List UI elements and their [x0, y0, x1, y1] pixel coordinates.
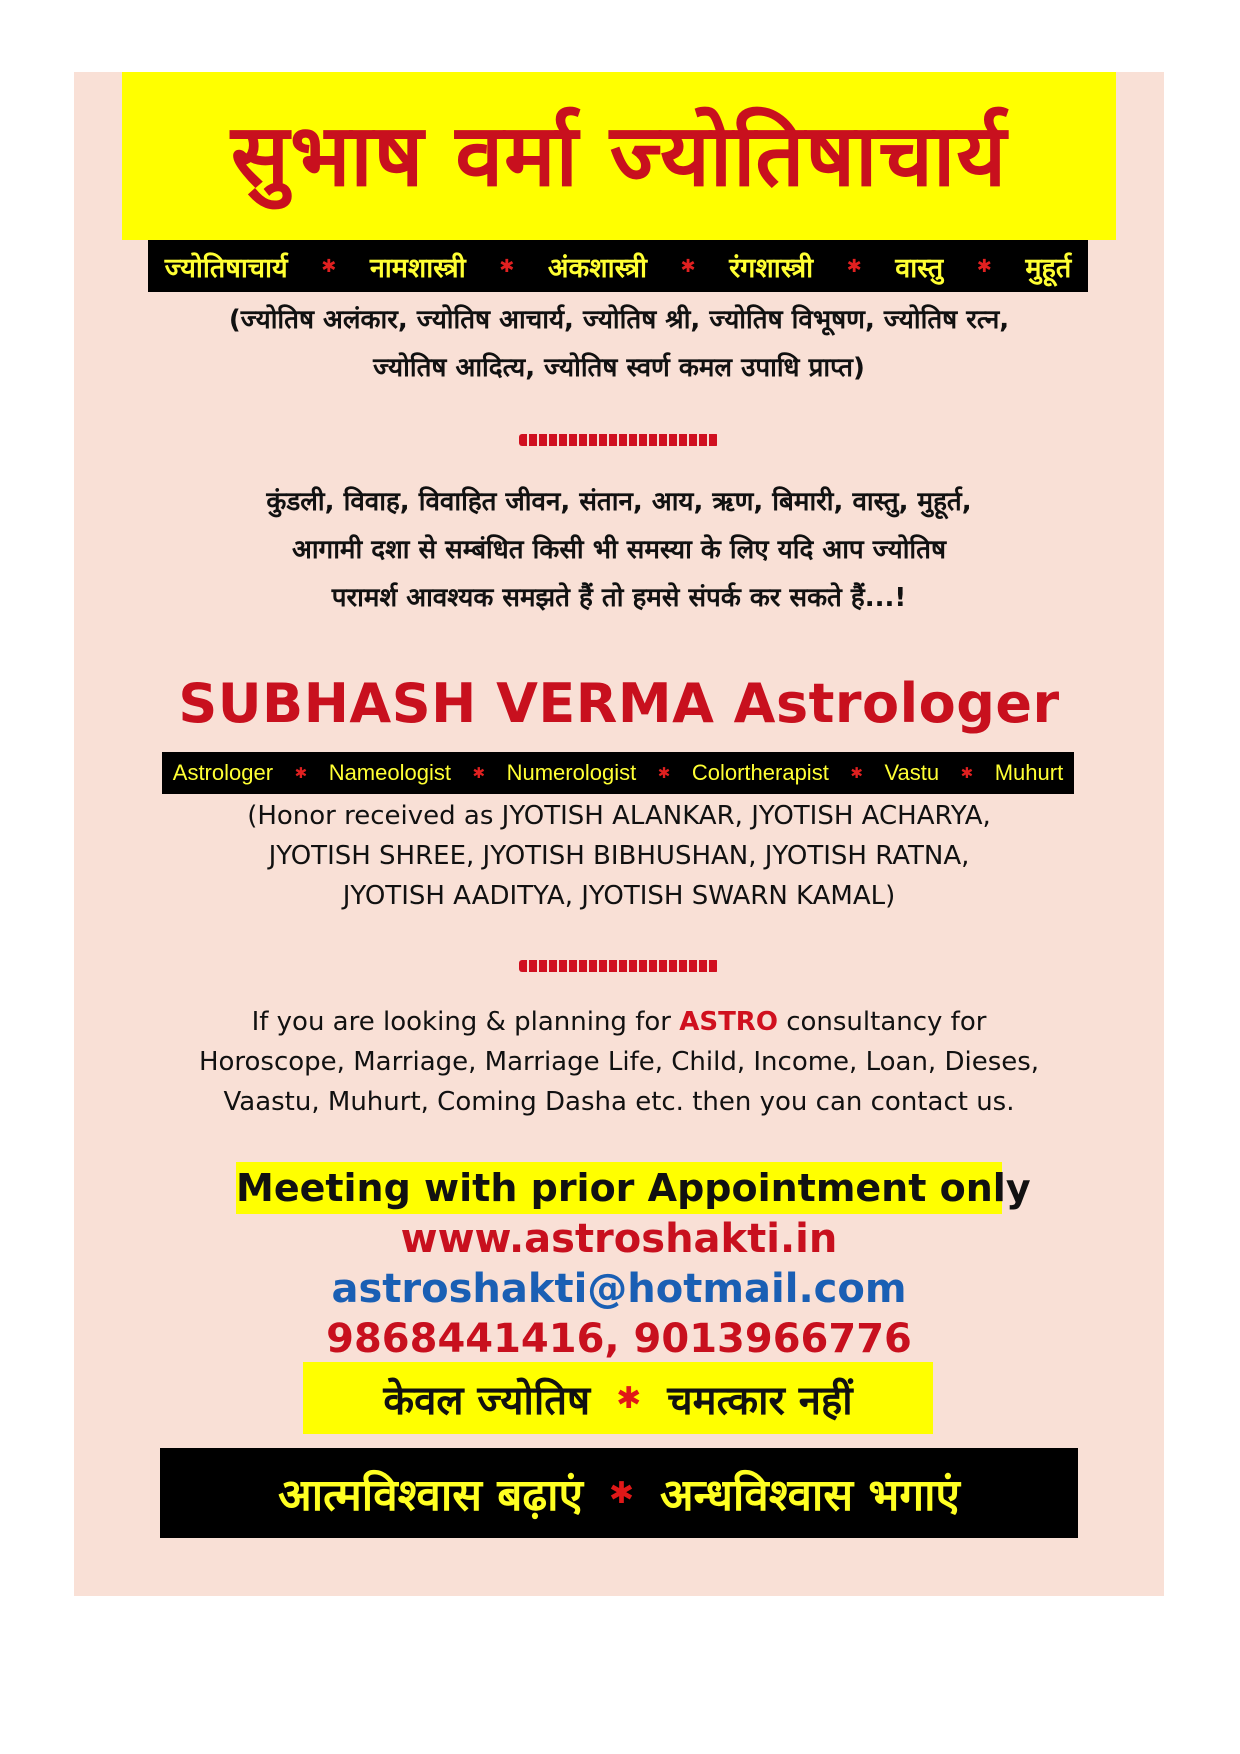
- english-service-item: Muhurt: [994, 760, 1064, 785]
- slogan-text: अन्धविश्वास भगाएं: [660, 1470, 960, 1521]
- english-honors-line-1: (Honor received as JYOTISH ALANKAR, JYOTISH ACHARYA,: [247, 801, 991, 831]
- separator-star-icon: ✱: [608, 1475, 635, 1511]
- separator-star-icon: ✱: [846, 255, 862, 277]
- hindi-services-bar: [148, 240, 1088, 292]
- hindi-service-item: नामशास्त्री: [369, 252, 466, 284]
- slogan-text: केवल ज्योतिष: [383, 1377, 591, 1424]
- decorative-star-divider: [519, 960, 719, 972]
- english-services-bar: [162, 752, 1074, 794]
- english-service-item: Nameologist: [328, 760, 451, 785]
- english-para-text: If you are looking & planning for: [251, 1007, 680, 1037]
- english-service-item: Colortherapist: [691, 760, 829, 785]
- decorative-star-divider: [519, 434, 719, 446]
- hindi-service-item: मुहूर्त: [1025, 252, 1072, 284]
- hindi-service-item: ज्योतिषाचार्य: [164, 252, 288, 284]
- separator-star-icon: ✱: [680, 255, 696, 277]
- hindi-para-line-1: कुंडली, विवाह, विवाहित जीवन, संतान, आय, ऋण, बिमारी, वास्तु, मुहूर्त,: [266, 487, 972, 517]
- english-service-item: Numerologist: [506, 760, 637, 785]
- english-honors-line-2: JYOTISH SHREE, JYOTISH BIBHUSHAN, JYOTISH RATNA,: [268, 841, 970, 871]
- separator-star-icon: ✱: [657, 765, 671, 782]
- english-title: SUBHASH VERMA Astrologer: [178, 672, 1060, 735]
- email-link[interactable]: astroshakti@hotmail.com: [331, 1266, 907, 1312]
- english-para-line-2: Horoscope, Marriage, Marriage Life, Child, Income, Loan, Dieses,: [198, 1047, 1040, 1077]
- english-service-item: Astrologer: [172, 760, 274, 785]
- english-para-text: consultancy for: [777, 1007, 987, 1037]
- separator-star-icon: ✱: [976, 255, 992, 277]
- slogan-text: आत्मविश्वास बढ़ाएं: [278, 1470, 583, 1521]
- slogan-only-astrology: [303, 1362, 933, 1434]
- separator-star-icon: ✱: [294, 765, 308, 782]
- hindi-honors-line-2: ज्योतिष आदित्य, ज्योतिष स्वर्ण कमल उपाधि प्राप्त): [373, 353, 865, 383]
- astro-highlight: ASTRO: [679, 1007, 778, 1037]
- hindi-title: सुभाष वर्मा ज्योतिषाचार्य: [122, 72, 1116, 240]
- hindi-service-item: रंगशास्त्री: [729, 252, 814, 284]
- english-para-line-1: [74, 1002, 1164, 1042]
- hindi-service-item: वास्तु: [895, 252, 944, 284]
- separator-star-icon: ✱: [499, 255, 515, 277]
- appointment-notice: Meeting with prior Appointment only: [236, 1162, 1002, 1214]
- phone-numbers: 9868441416, 9013966776: [326, 1316, 912, 1362]
- website-link[interactable]: www.astroshakti.in: [400, 1216, 838, 1262]
- slogan-confidence: [160, 1448, 1078, 1538]
- separator-star-icon: ✱: [960, 765, 974, 782]
- separator-star-icon: ✱: [321, 255, 337, 277]
- separator-star-icon: ✱: [616, 1380, 642, 1416]
- separator-star-icon: ✱: [472, 765, 486, 782]
- slogan-text: चमत्कार नहीं: [667, 1377, 853, 1424]
- hindi-para-line-2: आगामी दशा से सम्बंधित किसी भी समस्या के लिए यदि आप ज्योतिष: [291, 535, 947, 565]
- hindi-service-item: अंकशास्त्री: [547, 252, 647, 284]
- english-service-item: Vastu: [884, 760, 940, 785]
- flyer-panel: [74, 72, 1164, 1596]
- english-para-line-3: Vaastu, Muhurt, Coming Dasha etc. then you can contact us.: [223, 1087, 1015, 1117]
- hindi-honors-line-1: (ज्योतिष अलंकार, ज्योतिष आचार्य, ज्योतिष श्री, ज्योतिष विभूषण, ज्योतिष रत्न,: [228, 305, 1010, 335]
- english-honors-line-3: JYOTISH AADITYA, JYOTISH SWARN KAMAL): [342, 881, 896, 911]
- separator-star-icon: ✱: [850, 765, 863, 782]
- hindi-para-line-3: परामर्श आवश्यक समझते हैं तो हमसे संपर्क कर सकते हैं...!: [331, 583, 907, 613]
